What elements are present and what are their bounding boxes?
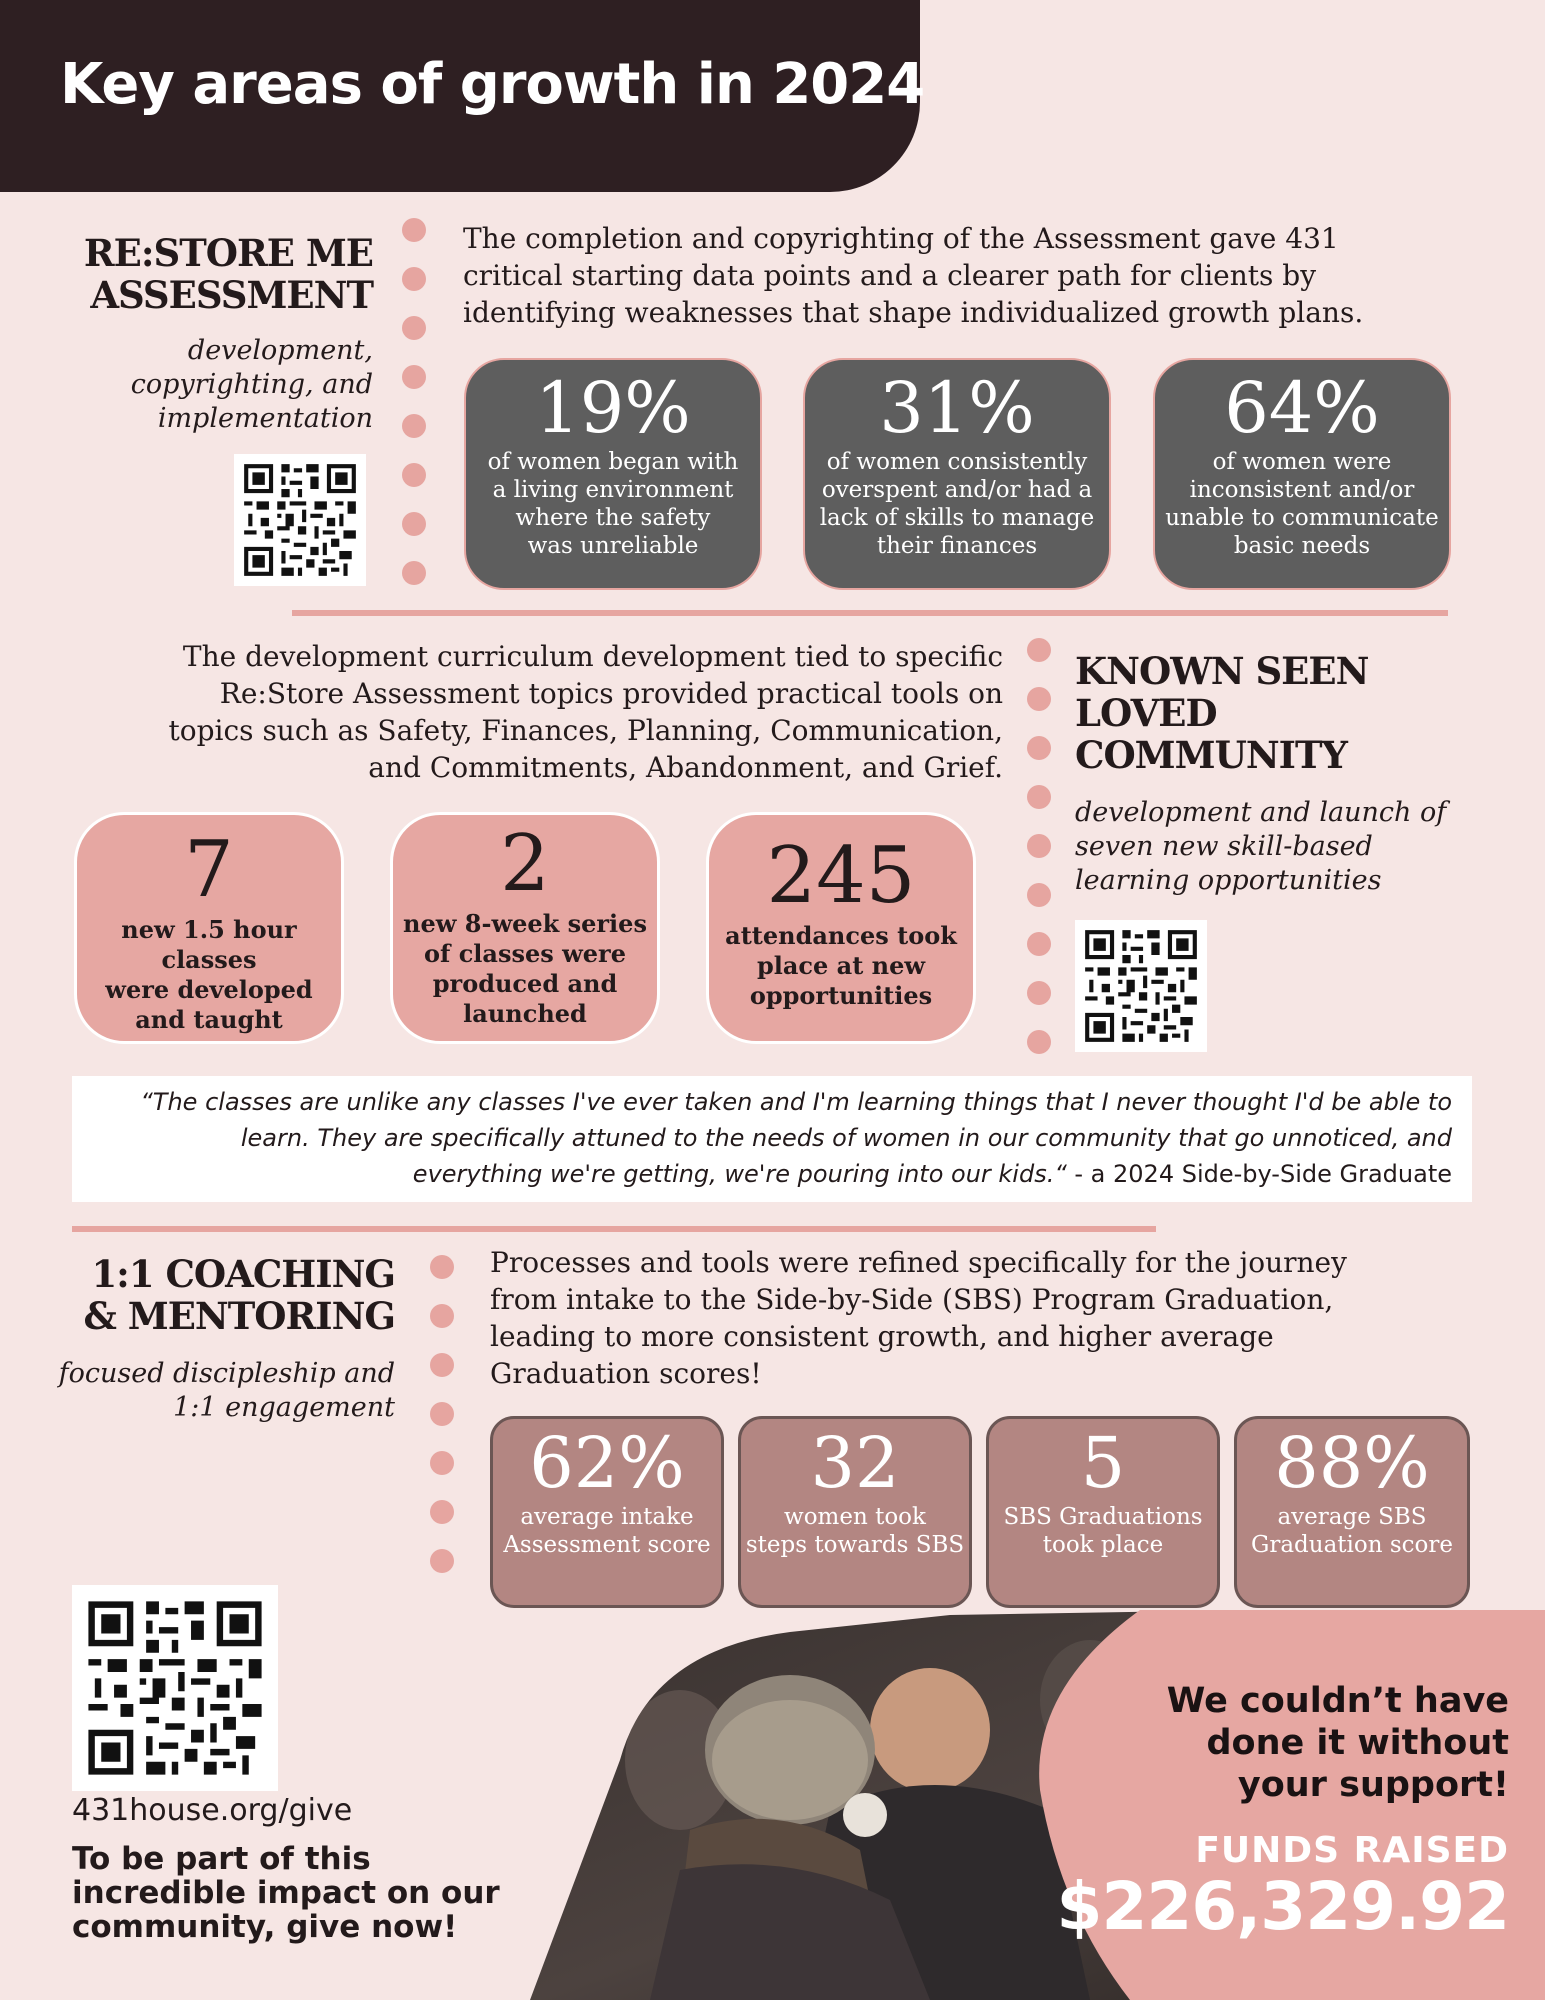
restore-qr-code[interactable] <box>234 454 366 586</box>
stat-card-graduation-score: 88% average SBS Graduation score <box>1234 1416 1470 1608</box>
give-qr-code[interactable] <box>72 1585 278 1791</box>
testimonial-quote: “The classes are unlike any classes I've ever taken and I'm learning things that I never thought I'd be able to learn. They are specifically attuned to the needs of women in our community that go unnoticed, and everything we're getting, we're pouring into our kids.“ - a 2024 Side-by-Side Graduate <box>72 1076 1472 1202</box>
stat-card-finances: 31% of women consistently overspent and/or had a lack of skills to manage their finances <box>803 358 1111 590</box>
qr-code-icon <box>1081 926 1201 1046</box>
coaching-subtitle: focused discipleship and 1:1 engagement <box>58 1358 395 1423</box>
qr-code-icon <box>82 1595 268 1781</box>
community-qr-code[interactable] <box>1075 920 1207 1052</box>
stat-card-safety: 19% of women began with a living environment where the safety was unreliable <box>464 358 762 590</box>
coaching-title: 1:1 COACHING & MENTORING <box>83 1252 395 1338</box>
page-title: Key areas of growth in 2024 <box>60 52 925 117</box>
stat-card-graduations: 5 SBS Graduations took place <box>986 1416 1220 1608</box>
give-url-link[interactable]: 431house.org/give <box>72 1793 353 1828</box>
coaching-dot-column <box>430 1255 454 1573</box>
stat-card-attendance: 245 attendances took place at new opportunities <box>706 812 976 1044</box>
coaching-paragraph: Processes and tools were refined specifically for the journey from intake to the Side-by-Side (SBS) Program Graduation, leading to more consistent growth, and higher average Graduation scores! <box>490 1246 1347 1390</box>
community-subtitle: development and launch of seven new skill-based learning opportunities <box>1075 797 1447 896</box>
funds-raised-label: FUNDS RAISED <box>1195 1830 1509 1871</box>
community-dot-column <box>1027 638 1051 1054</box>
section-divider <box>72 1226 1156 1232</box>
section-divider <box>292 610 1448 616</box>
qr-code-icon <box>240 460 360 580</box>
stat-card-intake-score: 62% average intake Assessment score <box>490 1416 724 1608</box>
restore-paragraph: The completion and copyrighting of the Assessment gave 431 critical starting data points and a clearer path for clients by identifying weaknesses that shape individualized growth plans. <box>463 222 1364 329</box>
restore-subtitle: development, copyrighting, and implementation <box>130 335 373 434</box>
support-message: We couldn’t have done it without your support! <box>1166 1681 1509 1805</box>
community-title: KNOWN SEEN LOVED COMMUNITY <box>1075 649 1369 777</box>
stat-card-series: 2 new 8-week series of classes were produced and launched <box>390 812 660 1044</box>
restore-title: RE:STORE ME ASSESSMENT <box>83 231 373 317</box>
funds-raised-amount: $226,329.92 <box>1056 1868 1509 1945</box>
restore-dot-column <box>402 218 426 585</box>
stat-card-classes: 7 new 1.5 hour classes were developed and taught <box>74 812 344 1044</box>
community-paragraph: The development curriculum development tied to specific Re:Store Assessment topics provided practical tools on topics such as Safety, Finances, Planning, Communication, and Commitments, Abandonment, and Grief. <box>168 640 1003 784</box>
stat-card-women-steps: 32 women took steps towards SBS <box>738 1416 972 1608</box>
quote-attribution: - a 2024 Side-by-Side Graduate <box>1066 1160 1452 1188</box>
stat-card-communication: 64% of women were inconsistent and/or unable to communicate basic needs <box>1153 358 1451 590</box>
give-call-to-action: To be part of this incredible impact on our community, give now! <box>72 1841 500 1945</box>
